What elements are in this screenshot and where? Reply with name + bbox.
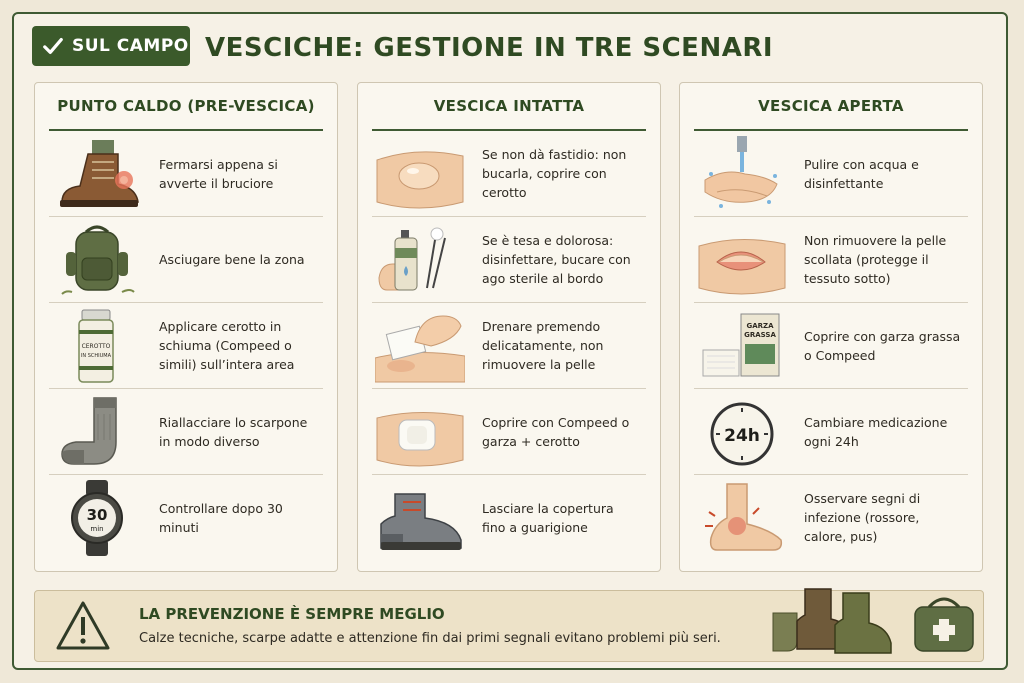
step-text: Se non dà fastidio: non bucarla, coprire con cerotto	[482, 147, 627, 200]
list-item	[694, 217, 968, 303]
step-text: Drenare premendo delicatamente, non rimuovere la pelle	[482, 319, 604, 372]
pack-label-2: GRASSA	[744, 330, 776, 339]
hiking-shoe-icon	[372, 478, 468, 558]
list-item	[49, 389, 323, 475]
section-badge	[32, 26, 190, 66]
step-text: Osservare segni di infezione (rossore, calore, pus)	[804, 491, 921, 544]
list-item	[49, 217, 323, 303]
list-item	[372, 475, 646, 560]
step-text: Pulire con acqua e disinfettante	[804, 156, 919, 191]
watch-number: 30	[86, 505, 108, 524]
list-item	[372, 303, 646, 389]
list-item	[694, 303, 968, 389]
step-text: Coprire con Compeed o garza + cerotto	[482, 414, 630, 449]
step-text: Applicare cerotto in schiuma (Compeed o simili) sull’intera area	[159, 319, 295, 372]
column-title: VESCICA INTATTA	[372, 83, 646, 131]
step-text: Controllare dopo 30 minuti	[159, 500, 283, 535]
disinfectant-needle-icon	[372, 220, 468, 300]
banner-text: Calze tecniche, scarpe adatte e attenzione fin dai primi segnali evitano problemi più seri.	[139, 631, 721, 646]
warning-icon	[55, 599, 111, 653]
tube-label: CEROTTO	[81, 342, 111, 350]
list-item	[694, 131, 968, 217]
step-text: Lasciare la copertura fino a guarigione	[482, 500, 614, 535]
list-item	[49, 475, 323, 560]
clock-24h-icon	[694, 392, 790, 472]
tube-label-2: IN SCHIUMA	[80, 352, 112, 359]
infected-foot-icon	[694, 478, 790, 558]
step-text: Riallacciare lo scarpone in modo diverso	[159, 414, 308, 449]
list-item	[372, 389, 646, 475]
intact-blister-icon	[372, 134, 468, 214]
greasy-gauze-icon	[694, 306, 790, 386]
plaster-on-skin-icon	[372, 392, 468, 472]
column-open-blister	[679, 82, 983, 572]
list-item	[372, 131, 646, 217]
washing-hands-icon	[694, 134, 790, 214]
prevention-banner	[34, 590, 984, 662]
banner-title: LA PREVENZIONE È SEMPRE MEGLIO	[139, 605, 445, 623]
step-text: Se è tesa e dolorosa: disinfettare, bucare con ago sterile al bordo	[482, 233, 631, 286]
foam-plaster-tube-icon	[49, 306, 145, 386]
list-item	[372, 217, 646, 303]
pack-label: GARZA	[746, 321, 774, 330]
gauze-press-icon	[372, 306, 468, 386]
badge-label: SUL CAMPO	[72, 36, 189, 56]
column-hotspot	[34, 82, 338, 572]
column-title: VESCICA APERTA	[694, 83, 968, 131]
watch-icon	[49, 478, 145, 558]
column-title: PUNTO CALDO (PRE-VESCICA)	[49, 83, 323, 131]
step-text: Fermarsi appena si avverte il bruciore	[159, 156, 278, 191]
list-item	[49, 131, 323, 217]
step-text: Coprire con garza grassa o Compeed	[804, 328, 961, 363]
step-text: Asciugare bene la zona	[159, 252, 305, 267]
step-text: Non rimuovere la pelle scollata (protegge il tessuto sotto)	[804, 233, 947, 286]
backpack-icon	[49, 220, 145, 300]
open-blister-icon	[694, 220, 790, 300]
page-title: VESCICHE: GESTIONE IN TRE SCENARI	[205, 33, 774, 63]
boot-hotspot-icon	[49, 134, 145, 214]
clock-label: 24h	[724, 425, 760, 446]
sock-icon	[49, 392, 145, 472]
hiking-gear-icon	[765, 583, 980, 659]
watch-unit: min	[90, 524, 104, 533]
list-item	[49, 303, 323, 389]
checkmark-icon	[42, 35, 64, 57]
step-text: Cambiare medicazione ogni 24h	[804, 414, 948, 449]
list-item	[694, 475, 968, 560]
column-intact-blister	[357, 82, 661, 572]
list-item	[694, 389, 968, 475]
